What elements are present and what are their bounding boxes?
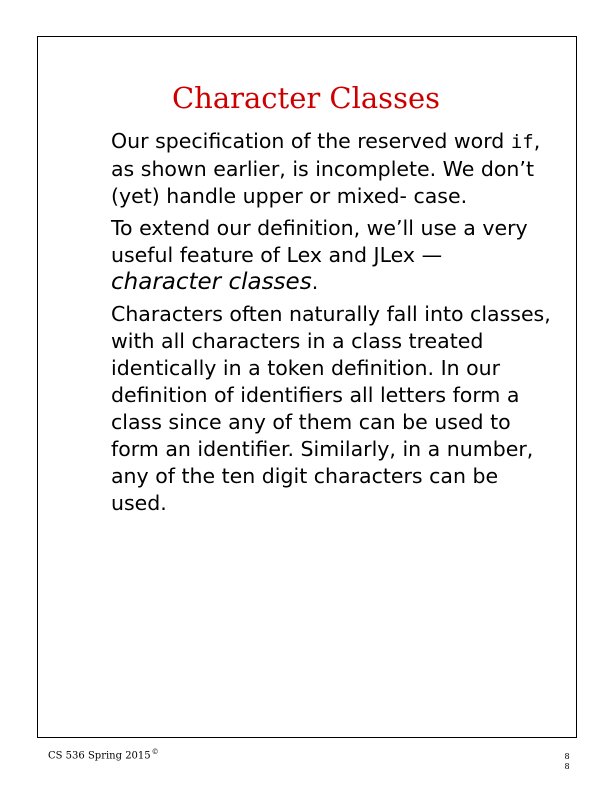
paragraph-1-text-start: Our specification of the reserved word [111,129,511,153]
paragraph-characters-classes: Characters often naturally fall into classes, with all characters in a class treated identically in a token definition. In our definition of identifiers all letters form a class since any of them can be used to form an identifier. Similarly, in a number, any of the ten digit characters can be used. [111,302,551,515]
slide-body [111,128,551,522]
page-number: 88 [564,752,570,771]
copyright-icon: © [151,748,159,756]
paragraph-reserved-word [111,128,551,210]
slide-title-text: Character Classes [171,81,440,115]
paragraph-extend-definition [111,215,551,296]
paragraph-2-text-start: To extend our definition, we’ll use a very useful feature of Lex and JLex — [111,216,528,267]
paragraph-2-text-end: . [311,270,319,294]
paragraph-1-text-end: , as shown earlier, is incomplete. We don’t (yet) handle upper or mixed- case. [111,129,541,208]
footer-course-label [48,745,159,763]
footer-course-text: CS 536 Spring 2015 [48,750,151,762]
emphasis-character-classes: character classes [111,269,312,295]
slide-title [0,80,612,116]
code-keyword-if: if [510,131,534,153]
